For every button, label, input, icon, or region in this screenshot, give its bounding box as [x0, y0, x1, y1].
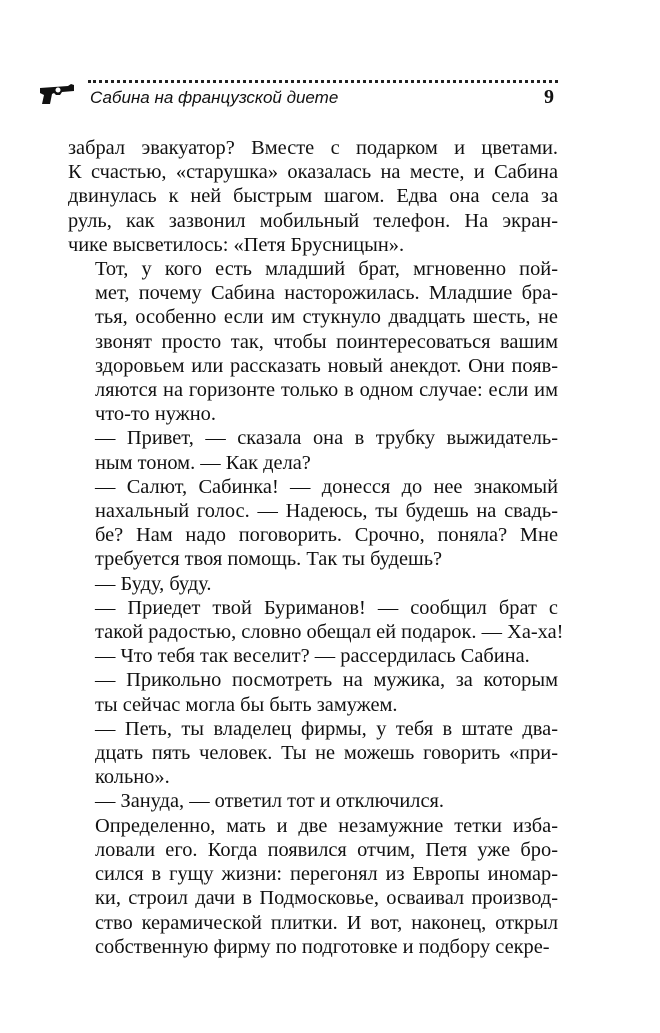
text-line: — Привет, — сказала она в трубку выжидатель-: [95, 427, 558, 450]
text-line: дцать пять человек. Ты не можешь говорить «при-: [95, 742, 558, 765]
text-line: ство керамической плитки. И вот, наконец, открыл: [95, 911, 558, 934]
text-line: — Что тебя так веселит? — рассердилась Сабина.: [95, 645, 530, 668]
text-line: — Прикольно посмотреть на мужика, за которым: [95, 669, 558, 692]
revolver-icon: [38, 82, 76, 106]
text-line: требуется твоя помощь. Так ты будешь?: [95, 548, 443, 571]
text-line: Тот, у кого есть младший брат, мгновенно пой-: [95, 258, 558, 281]
text-line: такой радостью, словно обещал ей подарок. — Ха-ха!: [95, 621, 564, 644]
header-dotted-rule: [88, 80, 558, 85]
text-line: чике высветилось: «Петя Брусницын».: [68, 233, 405, 256]
paragraph: [68, 572, 558, 596]
text-line: бе? Нам надо поговорить. Срочно, поняла? Мне: [95, 524, 558, 547]
text-line: — Приедет твой Буриманов! — сообщил брат с: [95, 596, 558, 619]
paragraph: [68, 668, 558, 716]
text-line: — Зануда, — ответил тот и отключился.: [95, 790, 445, 813]
text-line: двинулась к ней быстрым шагом. Едва она села за: [68, 185, 558, 208]
text-line: — Петь, ты владелец фирмы, у тебя в штате два-: [95, 717, 558, 740]
text-line: руль, как зазвонил мобильный телефон. На экран-: [68, 209, 558, 232]
text-line: — Салют, Сабинка! — донесся до нее знакомый: [95, 475, 558, 498]
running-title: Сабина на французской диете: [90, 88, 339, 107]
paragraph: [68, 644, 558, 668]
text-line: Определенно, мать и две незамужние тетки изба-: [95, 814, 558, 837]
text-line: ки, строил дачи в Подмосковье, осваивал производ-: [95, 887, 558, 910]
text-line: что-то нужно.: [95, 403, 216, 426]
text-line: мет, почему Сабина насторожилась. Младшие бра-: [95, 282, 558, 305]
paragraph: [68, 596, 564, 644]
running-header: [38, 72, 568, 122]
text-line: К счастью, «старушка» оказалась на месте, и Сабина: [68, 161, 558, 184]
paragraph: [68, 789, 558, 813]
text-line: кольно».: [95, 766, 170, 789]
body-text: [68, 136, 564, 959]
text-line: здоровьем или рассказать новый анекдот. Они появ-: [95, 354, 558, 377]
text-line: сился в гущу жизни: перегонял из Европы иномар-: [95, 863, 558, 886]
paragraph: [68, 426, 558, 474]
paragraph: [68, 814, 558, 959]
paragraph: [68, 717, 558, 790]
text-line: звонят просто так, чтобы поинтересоваться вашим: [95, 330, 558, 353]
text-line: нахальный голос. — Надеюсь, ты будешь на свадь-: [95, 500, 558, 523]
text-line: собственную фирму по подготовке и подбору секре-: [95, 935, 550, 958]
text-line: ловали его. Когда появился отчим, Петя уже бро-: [95, 838, 558, 861]
text-line: тья, особенно если им стукнуло двадцать шесть, не: [95, 306, 558, 329]
text-line: — Буду, буду.: [95, 572, 212, 595]
text-line: ты сейчас могла бы быть замужем.: [95, 693, 398, 716]
paragraph: [68, 475, 558, 572]
text-line: ляются на горизонте только в одном случае: если им: [95, 379, 558, 402]
text-line: забрал эвакуатор? Вместе с подарком и цветами.: [68, 137, 558, 159]
text-line: ным тоном. — Как дела?: [95, 451, 311, 474]
page-number: 9: [544, 86, 554, 108]
paragraph: [68, 257, 558, 426]
paragraph: [68, 136, 558, 257]
